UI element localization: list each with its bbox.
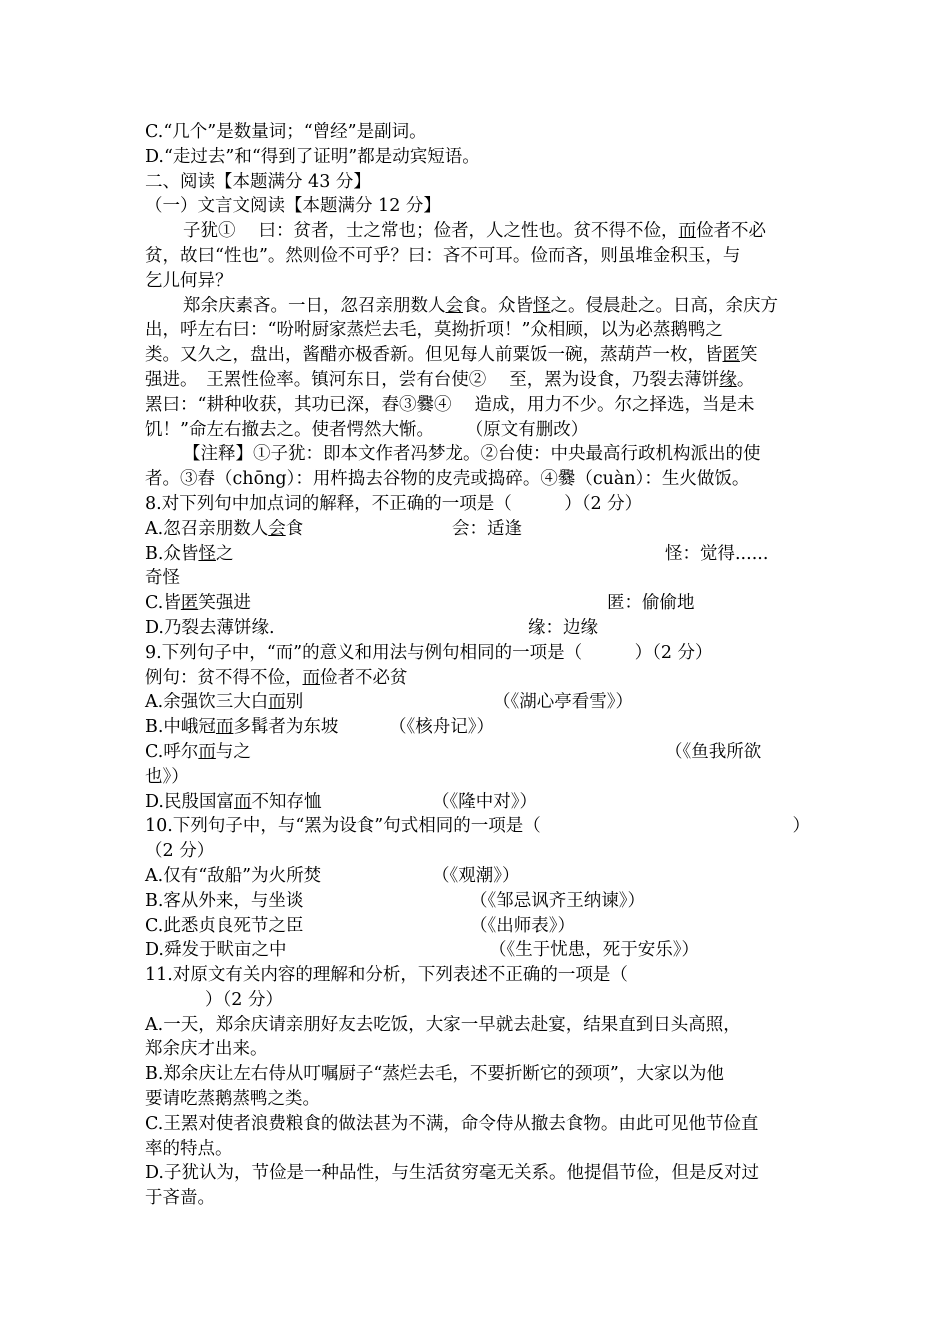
passage-line: 出，呼左右曰：“吩咐厨家蒸烂去毛，莫拗折项！”众相顾，以为必蒸鹅鸭之: [145, 320, 723, 341]
notes-line: 者。③舂（chōng）：用杵捣去谷物的皮壳或捣碎。④爨（cuàn）：生火做饭。: [145, 469, 750, 490]
q10-score: （2 分）: [145, 841, 215, 862]
q10-option-b-source: （《邹忌讽齐王纳谏》）: [470, 890, 645, 911]
passage-line: 类。又久之，盘出，酱醋亦极香新。但见每人前粟饭一碗，蒸葫芦一枚，皆匿笑: [145, 345, 758, 366]
subsection-heading: （一）文言文阅读【本题满分 12 分】: [145, 196, 441, 217]
q8-option-d: D.乃裂去薄饼缘. 缘：边缘: [145, 616, 810, 641]
q11-stem: 11.对原文有关内容的理解和分析，下列表述不正确的一项是（: [145, 965, 628, 986]
q8-option-d-gloss: 缘：边缘: [528, 617, 598, 638]
q11-option-c: C.王罴对使者浪费粮食的做法甚为不满，命令侍从撤去食物。由此可见他节俭直: [145, 1113, 759, 1134]
keyword-guai: 怪: [533, 295, 551, 316]
q9-option-c-source: （《鱼我所欲: [665, 741, 762, 762]
passage-line: 饥！”命左右撤去之。使者愕然大惭。 （原文有删改）: [145, 419, 589, 440]
q11-option-c-wrap: 率的特点。: [145, 1138, 233, 1159]
q9-stem: 9.下列句子中，“而”的意义和用法与例句相同的一项是（ ）（2 分）: [145, 642, 713, 663]
q8-option-b-wrap: 奇怪: [145, 568, 180, 589]
option-c-line: C.“几个”是数量词；“曾经”是副词。: [145, 122, 427, 142]
keyword-yuan: 缘: [719, 369, 737, 390]
passage-line: 罴曰：“耕种收获，其功已深，舂③爨④ 造成，用力不少。尔之择选，当是未: [145, 394, 755, 415]
section-heading: 二、阅读【本题满分 43 分】: [145, 171, 371, 192]
q9-option-d: D.民殷国富而不知存恤 （《隆中对》）: [145, 790, 810, 815]
q8-option-c: C.皆匿笑强进 匿：偷偷地: [145, 591, 810, 616]
passage-line: 乞儿何异？: [145, 270, 233, 291]
q10-option-d-source: （《生于忧患，死于安乐》）: [489, 940, 699, 961]
q10-option-c-source: （《出师表》）: [470, 915, 575, 936]
q8-option-a: A.忽召亲朋数人会食 会：适逢: [145, 517, 810, 542]
notes-line: 【注释】①子犹：即本文作者冯梦龙。②台使：中央最高行政机构派出的使: [183, 444, 761, 465]
q10-stem: 10.下列句子中，与“罴为设食”句式相同的一项是（ ）: [145, 816, 810, 837]
q8-option-b: B.众皆怪之 怪：觉得......: [145, 542, 810, 567]
q9-option-a-source: （《湖心亭看雪》）: [493, 692, 633, 713]
q10-option-a-source: （《观潮》）: [432, 865, 520, 886]
q9-option-b-source: （《核舟记》）: [389, 717, 494, 738]
q8-option-c-gloss: 匿：偷偷地: [607, 593, 695, 614]
q10-option-d: D.舜发于畎亩之中 （《生于忧患，死于安乐》）: [145, 938, 810, 963]
q10-option-b: B.客从外来，与坐谈 （《邹忌讽齐王纳谏》）: [145, 889, 810, 914]
q9-option-c: C.呼尔而与之 （《鱼我所欲: [145, 740, 810, 765]
q11-option-a-wrap: 郑余庆才出来。: [145, 1039, 268, 1060]
q11-stem-wrap: ）（2 分）: [205, 989, 283, 1010]
q9-example: 例句：贫不得不俭，而俭者不必贫: [145, 667, 408, 688]
q11-option-b: B.郑余庆让左右侍从叮嘱厨子“蒸烂去毛，不要折断它的颈项”，大家以为他: [145, 1064, 724, 1085]
keyword-hui: 会: [445, 295, 463, 316]
q9-option-d-source: （《隆中对》）: [432, 791, 537, 812]
q10-option-a: A.仅有“敌船”为火所焚 （《观潮》）: [145, 864, 810, 889]
q11-option-b-wrap: 要请吃蒸鹅蒸鸭之类。: [145, 1089, 320, 1110]
q11-option-d-wrap: 于吝啬。: [145, 1188, 215, 1209]
q9-option-c-wrap: 也》）: [145, 766, 189, 787]
option-d-line: D.“走过去”和“得到了证明”都是动宾短语。: [145, 146, 480, 167]
passage-line: 郑余庆素吝。一日，忽召亲朋数人会食。众皆怪之。侵晨赴之。日高，余庆方: [183, 295, 778, 316]
passage-line: 子犹① 曰：贫者，士之常也；俭者，人之性也。贫不得不俭，而俭者不必: [183, 221, 767, 242]
q9-option-a: A.余强饮三大白而别 （《湖心亭看雪》）: [145, 690, 810, 715]
q11-option-d: D.子犹认为，节俭是一种品性，与生活贫穷毫无关系。他提倡节俭，但是反对过: [145, 1163, 759, 1184]
q9-option-b: B.中峨冠而多髯者为东坡 （《核舟记》）: [145, 715, 810, 740]
q8-option-b-gloss: 怪：觉得......: [665, 543, 769, 564]
keyword-er: 而: [678, 221, 697, 242]
q10-option-c: C.此悉贞良死节之臣 （《出师表》）: [145, 914, 810, 939]
q8-stem: 8.对下列句中加点词的解释，不正确的一项是（ ）（2 分）: [145, 493, 643, 514]
q8-option-a-gloss: 会：适逢: [452, 518, 522, 539]
keyword-ni: 匿: [722, 345, 740, 366]
passage-line: 贫，故曰“性也”。然则俭不可乎？曰：吝不可耳。俭而吝，则虽堆金积玉，与: [145, 245, 741, 266]
exam-page: [145, 120, 810, 1211]
q11-option-a: A.一天，郑余庆请亲朋好友去吃饭，大家一早就去赴宴，结果直到日头高照，: [145, 1014, 741, 1035]
passage-line: 强进。 王罴性俭率。镇河东日，尝有台使② 至，罴为设食，乃裂去薄饼缘。: [145, 369, 755, 390]
